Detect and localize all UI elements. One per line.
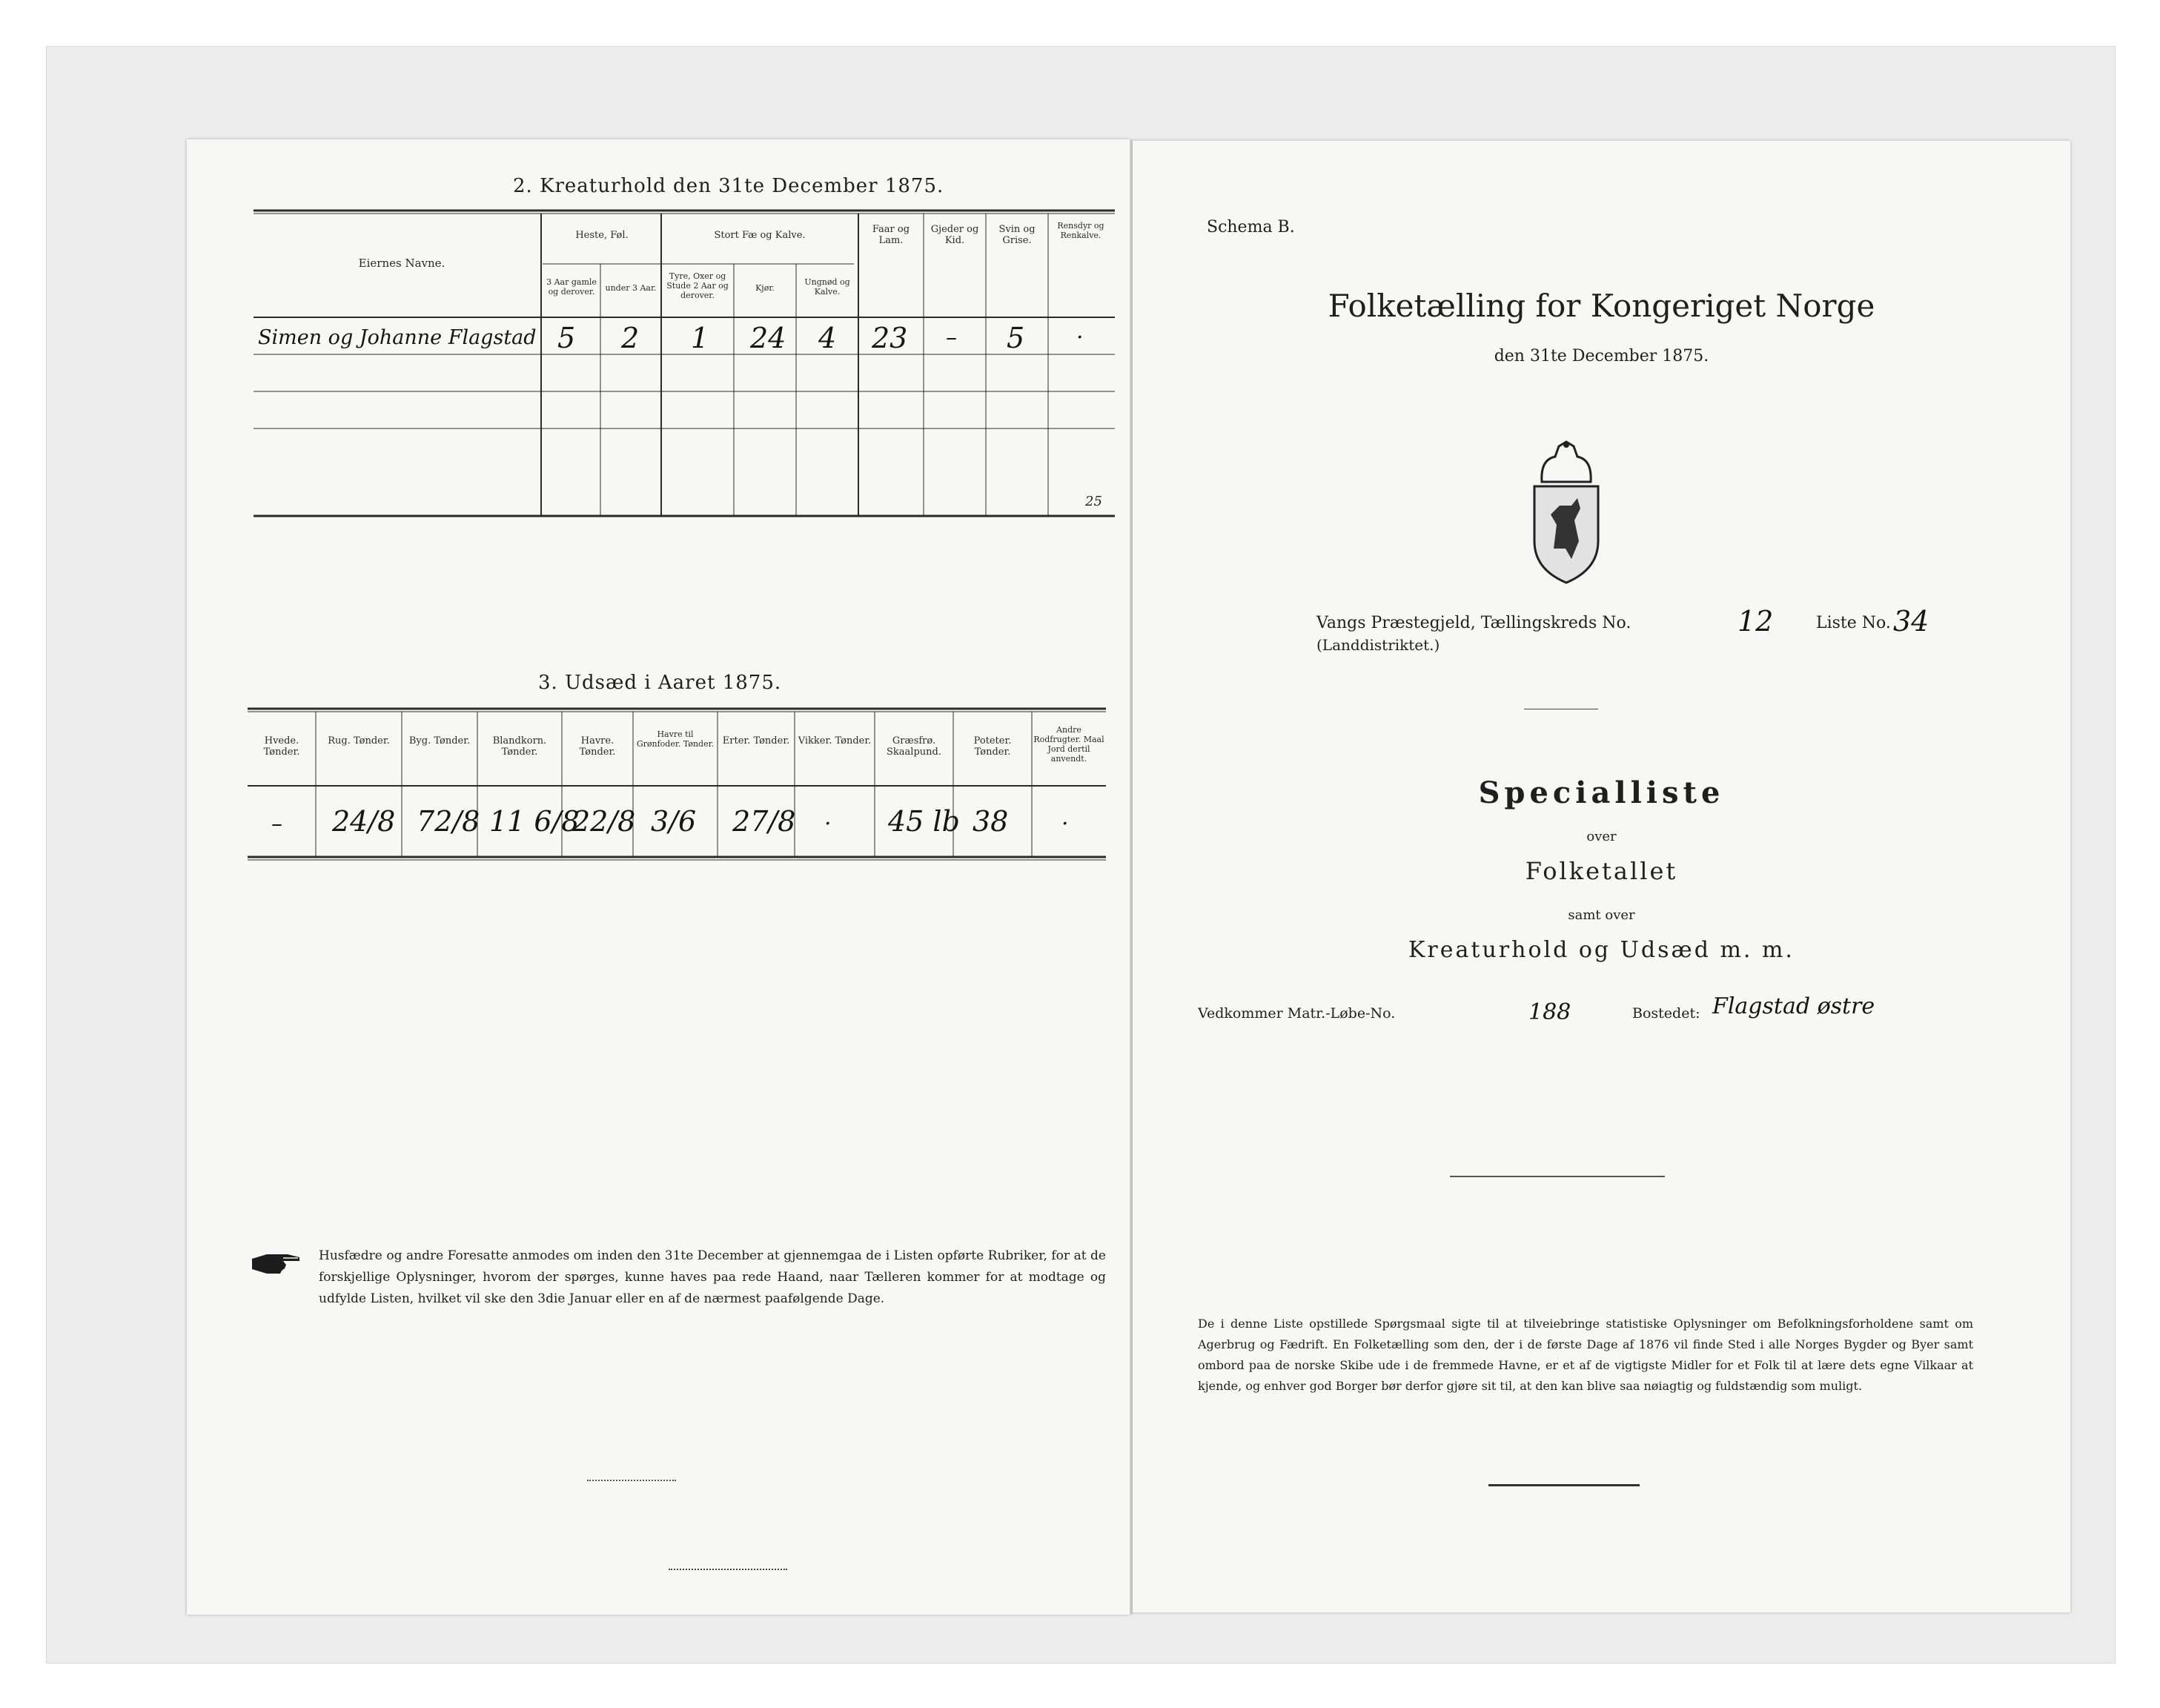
group-header-sheep: Faar og Lam. (872, 224, 910, 246)
seed-value-root-crops: · (1061, 811, 1069, 837)
value-young-cattle: 4 (818, 322, 837, 354)
subheader-bulls: Tyre, Oxer og Stude 2 Aar og derover. (666, 271, 729, 300)
owner-name: Simen og Johanne Flagstad (258, 326, 537, 349)
divider-dotted-2 (669, 1569, 787, 1570)
seed-title: 3. Udsæd i Aaret 1875. (538, 672, 782, 694)
group-header-pigs: Svin og Grise. (998, 224, 1036, 246)
liste-label: Liste No. (1816, 614, 1891, 632)
parish-label: Vangs Præstegjeld, Tællingskreds No. (1316, 614, 1631, 632)
margin-note: 25 (1085, 494, 1102, 509)
seed-value-wheat: – (271, 811, 282, 837)
value-pigs: 5 (1007, 322, 1025, 354)
seed-header-oats: Havre. Tønder. (579, 735, 616, 758)
special-title: Specialliste (1478, 775, 1725, 810)
separator-2 (1450, 1176, 1665, 1177)
landdistrikt-label: (Landdistriktet.) (1316, 636, 1440, 654)
value-goats: – (946, 325, 957, 351)
separator-3 (1488, 1484, 1640, 1486)
value-horses-young: 2 (621, 322, 640, 354)
right-page (1133, 141, 2070, 1612)
group-header-goats: Gjeder og Kid. (930, 224, 979, 246)
coat-of-arms-icon (1525, 437, 1607, 586)
subheader-horses-young: under 3 Aar. (605, 283, 657, 293)
livestock-title: 2. Kreaturhold den 31te December 1875. (513, 175, 944, 197)
over-label: over (1586, 829, 1617, 844)
schema-label: Schema B. (1207, 218, 1295, 236)
matr-number: 188 (1528, 999, 1571, 1025)
seed-header-vetch: Vikker. Tønder. (798, 735, 872, 747)
kreaturhold-label: Kreaturhold og Udsæd m. m. (1408, 937, 1795, 963)
subheader-cows: Kjør. (755, 283, 775, 293)
pointing-hand-icon (251, 1248, 302, 1278)
liste-number: 34 (1893, 605, 1929, 638)
group-header-horses: Heste, Føl. (575, 230, 629, 241)
seed-value-oats: 22/8 (572, 805, 636, 838)
footer-text: De i denne Liste opstillede Spørgsmaal sigte til at tilveiebringe statistiske Oplysninger om Befolkningsforholdene samt om Agerbrug og Fædrift. En Folketælling som den, der i de første Dage af 1876 vil finde Sted i alle Norges Bygder og Byer samt ombord paa de norske Skibe ude i de fremmede Havne, er et af de vigtigste Midler for et Folk til at lære dets egne Vilkaar at kjende, og enhver god Borger bør derfor gjøre sit til, at den kan blive saa nøiagtig og fuldstændig som muligt. (1198, 1317, 1973, 1393)
seed-header-peas: Erter. Tønder. (722, 735, 790, 747)
seed-value-fodder-oats: 3/6 (651, 805, 697, 838)
bosted-label: Bostedet: (1632, 1005, 1700, 1022)
seed-header-barley: Byg. Tønder. (408, 735, 471, 747)
subheader-horses-adult: 3 Aar gamle og derover. (546, 277, 597, 297)
seed-value-barley: 72/8 (417, 805, 480, 838)
seed-header-fodder-oats: Havre til Grønfoder. Tønder. (636, 729, 715, 749)
seed-value-grass-seed: 45 lb (888, 805, 960, 838)
matr-label: Vedkommer Matr.-Løbe-No. (1198, 1005, 1396, 1022)
seed-header-mixed-grain: Blandkorn. Tønder. (492, 735, 547, 758)
owner-header: Eiernes Navne. (358, 256, 445, 270)
seed-value-potatoes: 38 (973, 805, 1009, 838)
seed-value-rye: 24/8 (332, 805, 396, 838)
value-reindeer: · (1076, 325, 1084, 351)
seed-value-vetch: · (824, 811, 832, 837)
seed-header-potatoes: Poteter. Tønder. (973, 735, 1012, 758)
main-title: Folketælling for Kongeriget Norge (1328, 288, 1875, 324)
value-horses-adult: 5 (557, 322, 576, 354)
main-date: den 31te December 1875. (1494, 347, 1709, 365)
value-sheep: 23 (872, 322, 908, 354)
seed-value-mixed-grain: 11 6/8 (489, 805, 580, 838)
seed-header-wheat: Hvede. Tønder. (263, 735, 300, 758)
seed-header-grass-seed: Græsfrø. Skaalpund. (887, 735, 941, 758)
value-bulls: 1 (691, 322, 709, 354)
group-header-cattle: Stort Fæ og Kalve. (714, 230, 806, 241)
seed-header-rye: Rug. Tønder. (328, 735, 390, 747)
divider-dotted-1 (587, 1480, 676, 1481)
subheader-young-cattle: Ungnød og Kalve. (804, 277, 850, 297)
seed-header-root-crops: Andre Rodfrugter. Maal Jord dertil anvendt. (1033, 725, 1104, 764)
folketallet-label: Folketallet (1525, 857, 1678, 885)
value-cows: 24 (750, 322, 786, 354)
left-page (187, 139, 1130, 1615)
bosted-value: Flagstad østre (1712, 993, 1875, 1019)
group-header-reindeer: Rensdyr og Renkalve. (1057, 221, 1104, 240)
notice-text: Husfædre og andre Foresatte anmodes om inden den 31te December at gjennemgaa de i Listen opførte Rubriker, for at de forskjellige Oplysninger, hvorom der spørges, kunne haves paa rede Haand, naar Tælleren kommer for at modtage og udfylde Listen, hvilket vil ske den 3die Januar eller en af de nærmest paafølgende Dage. (319, 1248, 1106, 1306)
samt-over-label: samt over (1568, 907, 1635, 923)
kreds-number: 12 (1737, 605, 1774, 638)
seed-value-peas: 27/8 (732, 805, 796, 838)
